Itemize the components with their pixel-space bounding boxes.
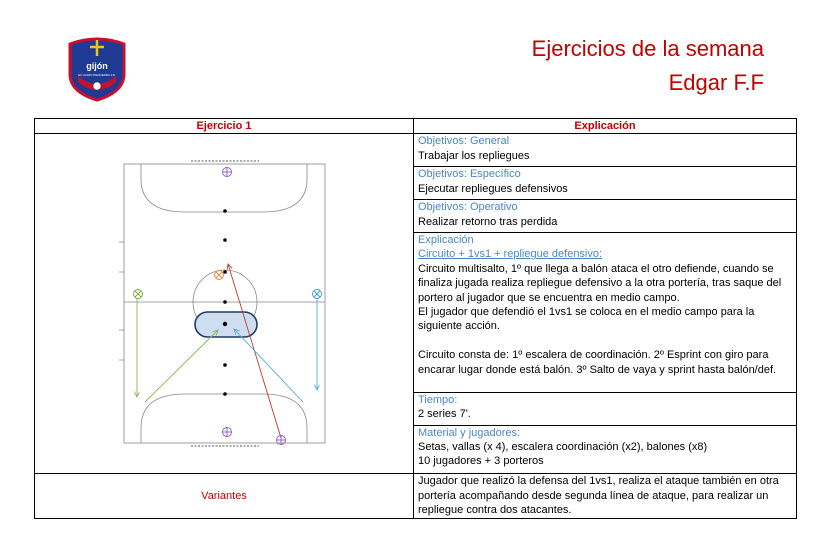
objective-operative-value: Realizar retorno tras perdida (418, 215, 558, 228)
logo-text: gijón (86, 61, 108, 71)
explanation-label: Explicación (418, 233, 474, 246)
player-purple-bottom-right (277, 436, 286, 445)
player-purple-bottom-left (223, 428, 232, 437)
objective-specific-cell (414, 167, 797, 200)
objective-operative-label: Objetivos: Operativo (418, 201, 518, 214)
variants-label: Variantes (35, 474, 414, 518)
objective-specific-label: Objetivos: Específico (418, 168, 521, 181)
player-orange (215, 271, 224, 280)
objective-general-label: Objetivos: General (418, 135, 510, 148)
club-logo (66, 36, 128, 102)
explanation-sublabel: Circuito + 1vs1 + repliegue defensivo: (418, 248, 603, 261)
objective-general-value: Trabajar los repliegues (418, 149, 530, 162)
penalty-area-top (141, 164, 307, 212)
player-green (134, 290, 143, 299)
run-arrow-green (145, 330, 218, 402)
explanation-cell (414, 232, 797, 392)
explanation-paragraph-3: Circuito consta de: 1º escalera de coordinación. 2º Esprint con giro para encarar lugar donde está balón. 3º Salto de vaya y sprint hasta balón/def. (418, 349, 777, 376)
futsal-court-diagram (35, 134, 413, 473)
explanation-paragraph-1: Circuito multisalto, 1º que llega a balón ataca el otro defiende, cuando se finaliza jugada realiza repliegue defensivo a la otra portería, tras saque del portero al jugador que se encuentra en medio campo. (418, 262, 782, 304)
material-value-2: 10 jugadores + 3 porteros (418, 455, 544, 468)
variants-value: Jugador que realizó la defensa del 1vs1, realiza el ataque también en otra portería acompañando desde segunda línea de ataque, para realizar un repliegue contra dos atacantes. (414, 474, 797, 518)
court-diagram-cell (35, 134, 414, 474)
objective-general-cell (414, 134, 797, 167)
time-value: 2 series 7'. (418, 408, 471, 421)
explanation-paragraph-2: El jugador que defendió el 1vs1 se coloca en el medio campo para la siguiente acción. (418, 305, 755, 333)
material-value-1: Setas, vallas (x 4), escalera coordinación (x2), balones (x8) (418, 441, 708, 454)
run-arrow-blue (234, 329, 303, 402)
page-subtitle: Edgar F.F (668, 70, 764, 95)
column-header-explanation: Explicación (414, 119, 797, 134)
logo-subtext: EC GIJON PENCERDA F.S. (78, 73, 116, 77)
column-header-exercise: Ejercicio 1 (35, 119, 414, 134)
ball-center (223, 322, 227, 326)
page-title: Ejercicios de la semana (531, 36, 764, 61)
objective-operative-cell (414, 200, 797, 233)
exercise-table (34, 118, 797, 519)
player-cyan (313, 290, 322, 299)
time-label: Tiempo: (418, 393, 458, 406)
player-purple-top (223, 168, 232, 177)
time-cell (414, 392, 797, 425)
objective-specific-value: Ejecutar repliegues defensivos (418, 182, 568, 195)
material-label: Material y jugadores: (418, 426, 521, 439)
material-cell (414, 425, 797, 474)
